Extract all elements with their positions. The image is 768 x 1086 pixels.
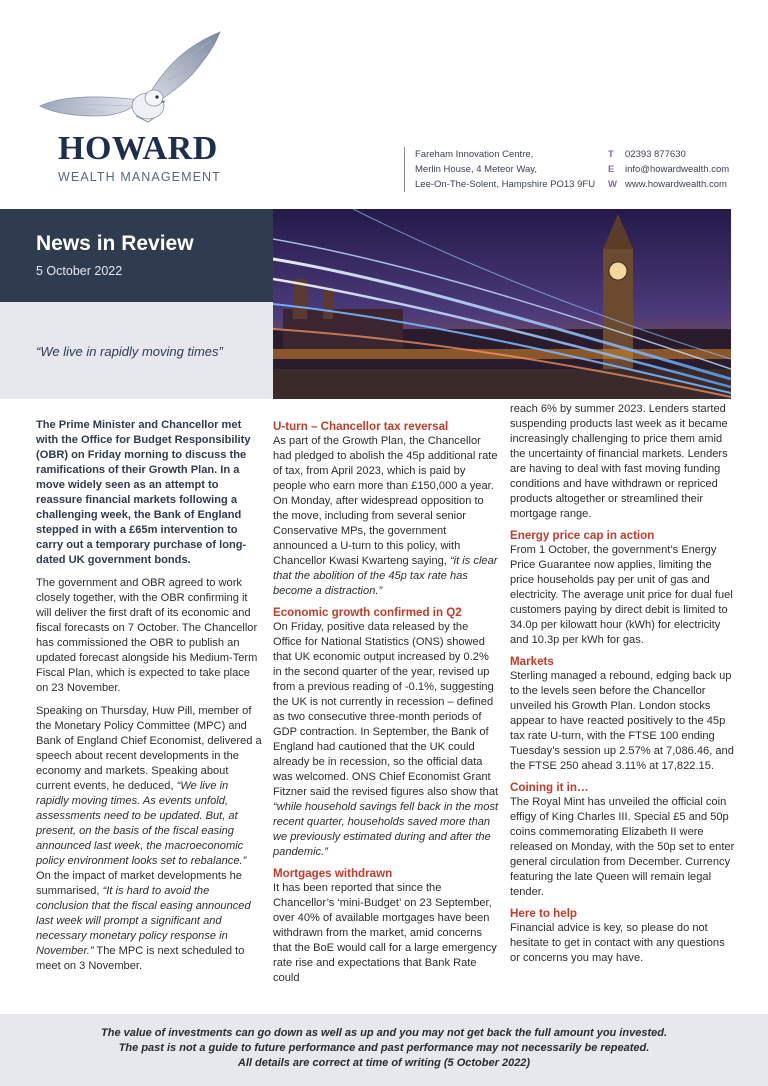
body-text: On Friday, positive data released by the Office for National Statistics (ONS) showed that UK economic output increased by 0.2% in the second quarter of the year, revised up from a previous reading of -0.1%, suggesting the UK is not currently in recession – defined as two consecutive three-month periods of GDP contraction. In September, the Bank of England had cautioned that the UK could already be in recession, so the official data was welcomed. ONS Chief Economist Grant Fitzner said the revised figures also show that xyxy=(273,621,499,798)
body-paragraph: Sterling managed a rebound, edging back up to the levels seen before the Chancellor unveiled his Growth Plan. London stocks appear to have reacted positively to the 45p tax rate U-turn, with the FTSE 100 ending Tuesday’s session up 2.57% at 7,086.46, and the FTSE 250 ahead 3.11% at 17,822.15. xyxy=(510,670,734,772)
section-heading: Here to help xyxy=(510,907,577,920)
website-link[interactable]: www.howardwealth.com xyxy=(625,179,727,190)
disclaimer-line: All details are correct at time of writing (5 October 2022) xyxy=(237,1057,531,1069)
body-paragraph xyxy=(273,620,499,860)
body-text: On the impact of market developments he summarised, xyxy=(36,870,242,897)
disclaimer-text xyxy=(0,1026,768,1071)
address-line: Fareham Innovation Centre, xyxy=(415,149,534,160)
contact-key: T xyxy=(608,149,614,160)
photo-illustration xyxy=(273,209,731,399)
lead-paragraph: The Prime Minister and Chancellor met with the Office for Budget Responsibility (OBR) on Friday morning to discuss the ramifications of their Growth Plan. In a move widely seen as an attempt to reassure financial markets following a challenging week, the Bank of England stepped in with a £65m intervention to carry out a temporary purchase of long-dated UK government bonds. xyxy=(36,419,251,566)
address-line: Lee-On-The-Solent, Hampshire PO13 9FU xyxy=(415,179,596,190)
body-paragraph xyxy=(36,704,262,974)
contact-website xyxy=(608,177,729,192)
pull-quote: “We live in rapidly moving times” xyxy=(36,344,223,359)
section-heading: Markets xyxy=(510,655,554,668)
address-block xyxy=(404,147,595,192)
article-column-1 xyxy=(36,418,262,982)
quote-text: “We live in rapidly moving times. As events unfold, assessments need to be updated. But, at present, on the basis of the fiscal easing announced last week, the macroeconomic policy environment looks set to rebalance.” xyxy=(36,780,247,867)
disclaimer-line: The past is not a guide to future performance and past performance may not necessarily be repeated. xyxy=(118,1042,650,1054)
quote-text: “while household savings fell back in the most recent quarter, households saved more than we previously estimated during and after the pandemic.” xyxy=(273,801,499,858)
article-column-2 xyxy=(273,418,499,992)
body-text: As part of the Growth Plan, the Chancellor had pledged to abolish the 45p additional rate of tax, from April 2023, which is paid by people who earn more than £150,000 a year. On Monday, after widespread opposition to the move, including from several senior Conservative MPs, the government announced a U-turn to this policy, with Chancellor Kwasi Kwarteng saying, xyxy=(273,435,498,567)
company-logo xyxy=(36,26,236,186)
page-title: News in Review xyxy=(36,232,194,255)
body-paragraph: Financial advice is key, so please do not hesitate to get in contact with any questions or concerns you may have. xyxy=(510,922,725,964)
contact-key: W xyxy=(608,179,617,190)
westminster-night-photo xyxy=(273,209,731,399)
address-line: Merlin House, 4 Meteor Way, xyxy=(415,164,537,175)
body-paragraph: reach 6% by summer 2023. Lenders started suspending products last week as it became increasingly challenging to price them amid the uncertainty of financial markets. Lenders are having to deal with fast moving funding conditions and have withdrawn or repriced products altogether or streamlined their mortgage range. xyxy=(510,403,728,520)
body-paragraph: The government and OBR agreed to work closely together, with the OBR confirming it will deliver the first draft of its economic and fiscal forecasts on 7 October. The Chancellor has commissioned the OBR to publish an updated forecast alongside his Medium-Term Fiscal Plan, which is expected to take place on 23 November. xyxy=(36,577,258,694)
body-paragraph xyxy=(273,434,499,599)
disclaimer-line: The value of investments can go down as well as up and you may not get back the full amount you invested. xyxy=(101,1027,667,1039)
issue-date: 5 October 2022 xyxy=(36,264,123,278)
brand-name: HOWARD xyxy=(58,130,218,167)
section-heading: Coining it in… xyxy=(510,781,589,794)
brand-subtitle: WEALTH MANAGEMENT xyxy=(58,170,221,184)
article-column-3 xyxy=(510,402,736,972)
body-paragraph: It has been reported that since the Chancellor’s ‘mini-Budget’ on 23 September, over 40% of available mortgages have been withdrawn from the market, amid concerns that the BoE would call for a large emergency rate rise and expectations that Bank Rate could xyxy=(273,882,497,984)
contact-block xyxy=(608,147,729,192)
contact-key: E xyxy=(608,164,615,175)
body-text: The MPC is next scheduled to meet on 3 November. xyxy=(36,945,245,972)
body-paragraph: The Royal Mint has unveiled the official coin effigy of King Charles III. Special £5 and 50p coins commemorating Elizabeth II were released on Monday, with the 50p set to enter general circulation from December. Currency featuring the late Queen will remain legal tender. xyxy=(510,796,735,898)
body-paragraph: From 1 October, the government’s Energy Price Guarantee now applies, limiting the price households pay per unit of gas and electricity. The average unit price for dual fuel customers paying by direct debit is limited to 34.0p per kilowatt hour (kWh) for electricity and 10.3p per kWh for gas. xyxy=(510,544,733,646)
body-text: Speaking on Thursday, Huw Pill, member of the Monetary Policy Committee (MPC) and Bank of England Chief Economist, delivered a speech about recent developments in the economy and markets. Speaking about current events, he deduced, xyxy=(36,705,262,792)
phone-number[interactable]: 02393 877630 xyxy=(625,149,686,160)
section-heading: Mortgages withdrawn xyxy=(273,867,393,880)
owl-icon xyxy=(36,26,236,136)
email-link[interactable]: info@howardwealth.com xyxy=(625,164,730,175)
contact-phone xyxy=(608,147,729,162)
quote-text: “It is hard to avoid the conclusion that the fiscal easing announced last week will prompt a significant and necessary monetary policy response in November.” xyxy=(36,885,251,957)
section-heading: U-turn – Chancellor tax reversal xyxy=(273,420,449,433)
quote-text: “it is clear that the abolition of the 45p tax rate has become a distraction.” xyxy=(273,555,498,597)
contact-email xyxy=(608,162,729,177)
section-heading: Energy price cap in action xyxy=(510,529,655,542)
section-heading: Economic growth confirmed in Q2 xyxy=(273,606,462,619)
